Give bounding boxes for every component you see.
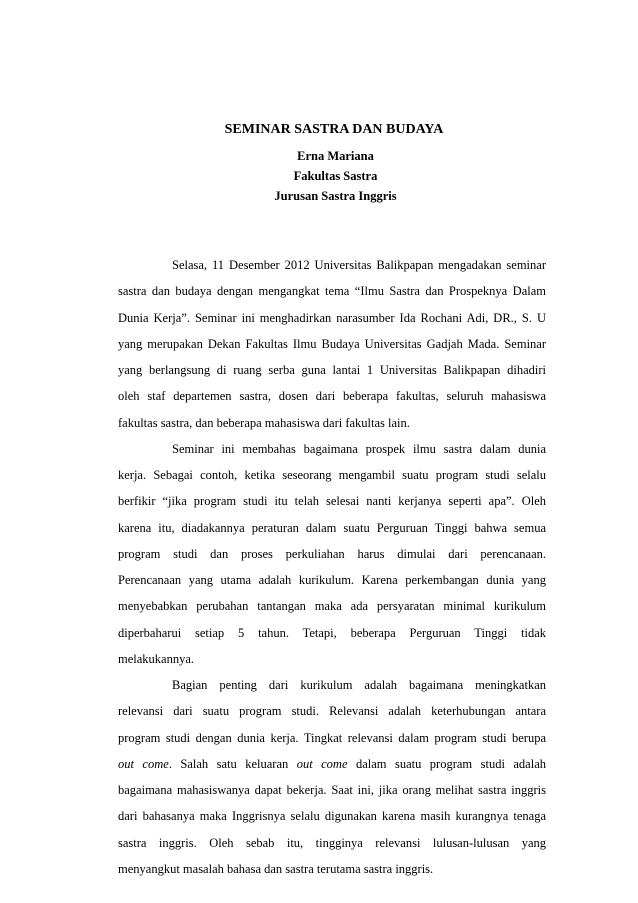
paragraph-line: program studi dengan dunia kerja. Tingkat relevansi dalam program studi berupa — [118, 730, 546, 745]
document-body — [118, 252, 546, 882]
italic-term: out come — [296, 756, 348, 771]
paragraph-line: Seminar ini membahas bagaimana prospek ilmu sastra dalam dunia — [172, 441, 546, 456]
paragraph-line: fakultas sastra, dan beberapa mahasiswa dari fakultas lain. — [118, 415, 410, 430]
paragraph-line: dari bahasanya maka Inggrisnya selalu digunakan karena masih kurangnya tenaga — [118, 809, 546, 824]
text-segment: dalam suatu program studi adalah — [347, 756, 546, 771]
paragraph-line: melakukannya. — [118, 651, 195, 666]
paragraph-line: menyebabkan perubahan tantangan maka ada persyaratan minimal kurikulum — [118, 599, 546, 614]
paragraph-line: kerja. Sebagai contoh, ketika seseorang mengambil suatu program studi selalu — [118, 468, 546, 482]
paragraph-line: bagaimana mahasiswanya dapat bekerja. Saat ini, jika orang melihat sastra inggris — [118, 783, 546, 797]
paragraph-line: Bagian penting dari kurikulum adalah bagaimana meningkatkan — [172, 678, 546, 692]
paragraph-line: yang berlangsung di ruang serba guna lantai 1 Universitas Balikpapan dihadiri — [118, 363, 546, 377]
paragraph-line: berfikir “jika program studi itu telah selesai nanti kerjanya seperti apa”. Oleh — [118, 494, 546, 509]
paragraph-line-mixed — [118, 751, 546, 777]
paragraph-line: relevansi dari suatu program studi. Relevansi adalah keterhubungan antara — [118, 704, 546, 719]
paragraph-line: menyangkut masalah bahasa dan sastra terutama sastra inggris. — [118, 861, 434, 876]
paragraph-line: Selasa, 11 Desember 2012 Universitas Balikpapan mengadakan seminar — [172, 258, 546, 272]
author-name: Erna Mariana — [297, 149, 374, 163]
paragraph-line: yang merupakan Dekan Fakultas Ilmu Budaya Universitas Gadjah Mada. Seminar — [118, 336, 546, 351]
paragraph-line: program studi dan proses perkuliahan harus dimulai dari perencanaan. — [118, 546, 546, 561]
document-header — [0, 121, 638, 206]
italic-term: out come — [118, 756, 169, 771]
paragraph-line: sastra dan budaya dengan mengangkat tema “Ilmu Sastra dan Prospeknya Dalam — [118, 284, 546, 299]
paragraph-line: Dunia Kerja”. Seminar ini menghadirkan narasumber Ida Rochani Adi, DR., S. U — [118, 310, 546, 325]
paragraph-line: diperbaharui setiap 5 tahun. Tetapi, beberapa Perguruan Tinggi tidak — [118, 625, 546, 640]
paragraph-line: Perencanaan yang utama adalah kurikulum. Karena perkembangan dunia yang — [118, 573, 546, 587]
paragraph-line: karena itu, diadakannya peraturan dalam suatu Perguruan Tinggi bahwa semua — [118, 520, 546, 535]
paragraph-line: oleh staf departemen sastra, dosen dari beberapa fakultas, seluruh mahasiswa — [118, 389, 546, 404]
document-title: SEMINAR SASTRA DAN BUDAYA — [224, 122, 444, 137]
text-segment: . Salah satu keluaran — [168, 756, 297, 771]
paragraph-line: sastra inggris. Oleh sebab itu, tingginya relevansi lulusan-lulusan yang — [118, 835, 546, 850]
department-name: Jurusan Sastra Inggris — [274, 189, 397, 203]
faculty-name: Fakultas Sastra — [293, 169, 378, 183]
